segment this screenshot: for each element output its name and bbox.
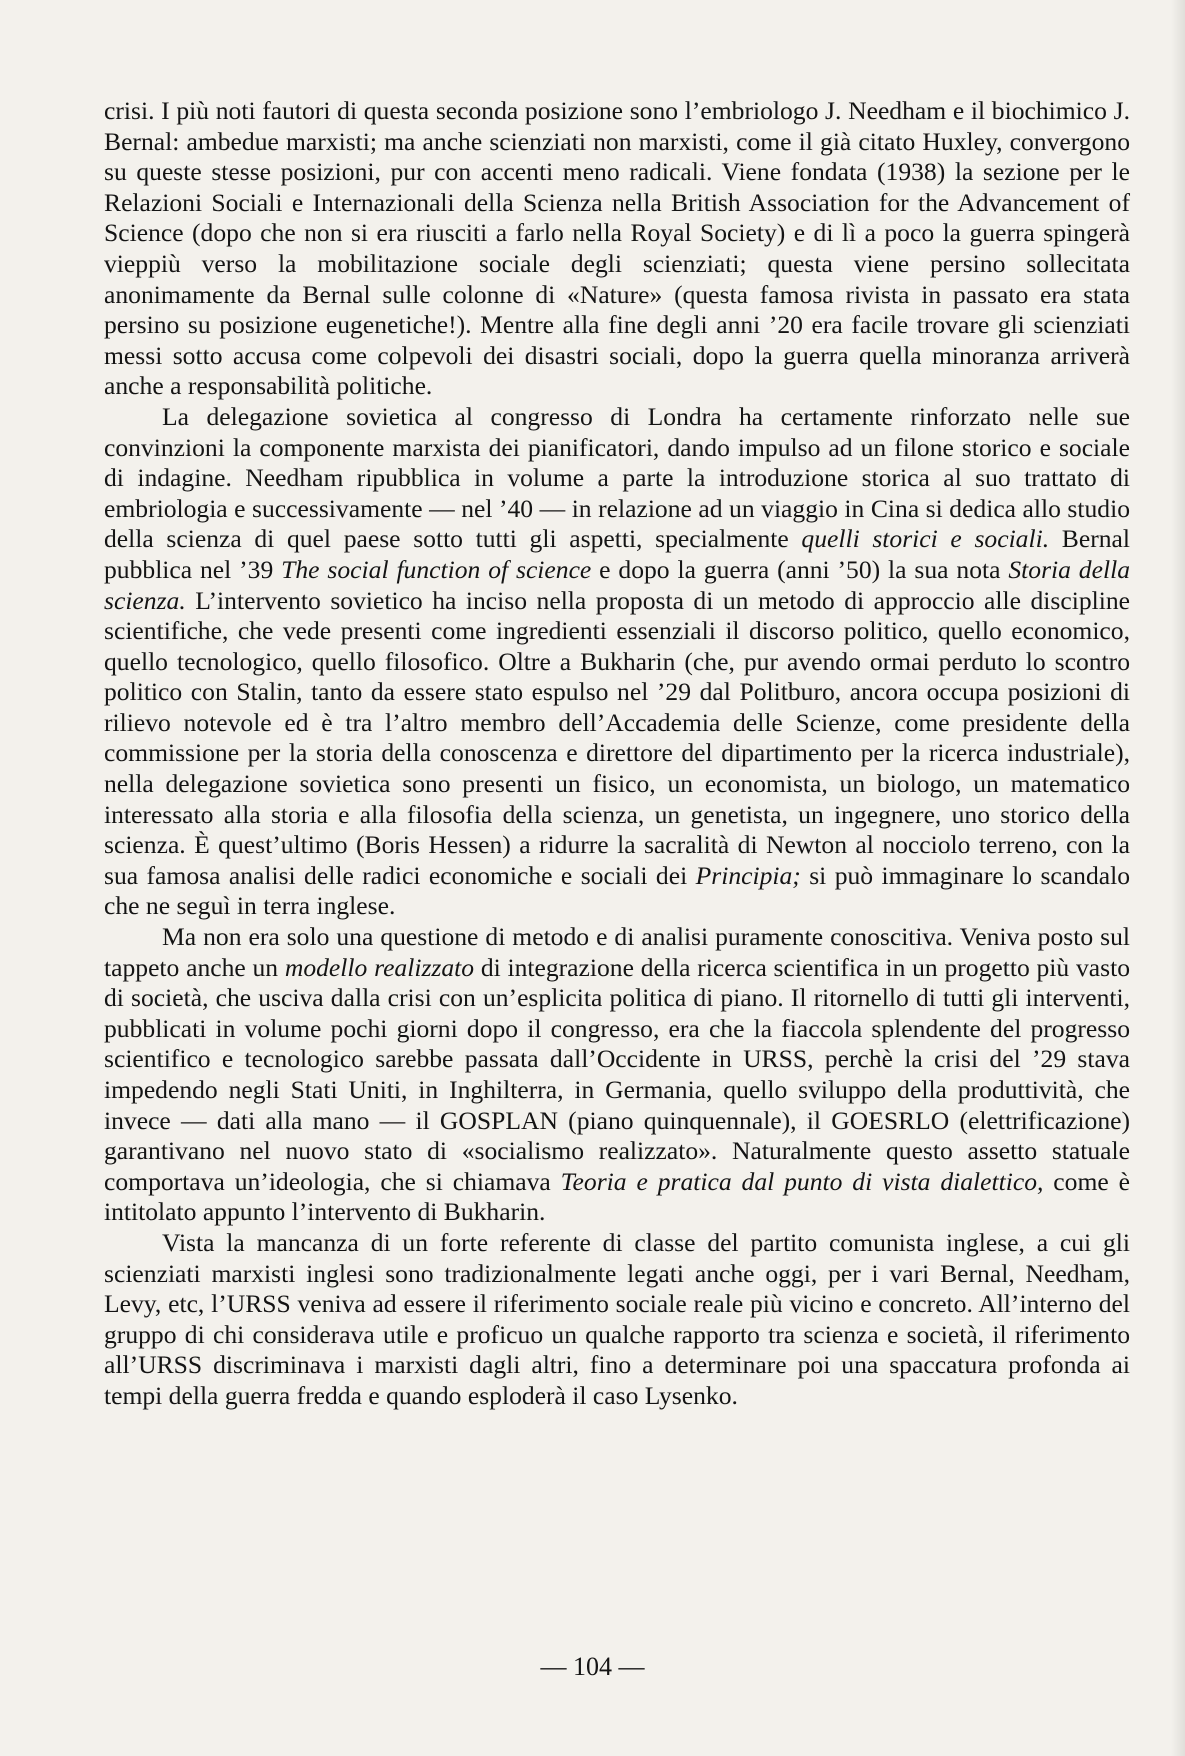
text-run: L’intervento sovietico ha inciso nella proposta di un metodo di approccio alle discipline scientifiche, che vede presenti come ingredienti essenziali il discorso politico, quello economico, quello tecnologico, quello filosofico. Oltre a Bukharin (che, pur avendo ormai perduto lo scontro politico con Stalin, tanto da essere stato espulso nel ’29 dal Politburo, ancora occupa posizioni di rilievo notevole ed è tra l’altro membro dell’Accademia delle Scienze, come presidente della commissione per la storia della conoscenza e direttore del dipartimento per la ricerca industriale), nella delegazione sovietica sono presenti un fisico, un economista, un biologo, un matematico interessato alla storia e alla filosofia della scienza, un genetista, un ingegnere, uno storico della scienza. È quest’ultimo (Boris Hessen) a ridurre la sacralità di Newton al nocciolo terreno, con la sua famosa analisi delle radici economiche e sociali dei — [104, 585, 1130, 890]
text-run: La delegazione sovietica al congresso di Londra ha certamente rinforzato nelle sue convinzioni la componente marxista dei pianificatori, dando impulso ad un filone storico e sociale di indagine. Needham ripubblica in volume a parte la introduzione storica al suo trattato di embriologia e successivamente — nel ’40 — in relazione ad un viaggio in Cina si dedica allo studio della scienza di quel paese sotto tutti gli aspetti, specialmente — [104, 401, 1130, 554]
italic-text-run: Storia della scienza. — [104, 554, 1130, 615]
paragraph-3 — [104, 922, 1130, 1228]
italic-text-run: quelli storici e sociali. — [801, 524, 1050, 554]
text-run: Ma non era solo una questione di metodo e di analisi puramente conoscitiva. Veniva posto sul tappeto anche un — [104, 922, 1130, 982]
page-edge-shadow — [1171, 0, 1185, 1756]
page-number: — 104 — — [540, 1652, 645, 1681]
text-run: di integrazione della ricerca scientifica in un progetto più vasto di società, che usciva dalla crisi con un’esplicita politica di piano. Il ritornello di tutti gli interventi, pubblicati in volume pochi giorni dopo il congresso, era che la fiaccola splendente del progresso scientifico e tecnologico sarebbe passata dall’Occidente in URSS, perchè la crisi del ’29 stava impedendo negli Stati Uniti, in Inghilterra, in Germania, quello sviluppo della produttività, che invece — dati alla mano — il GOSPLAN (piano quinquennale), il GOESRLO (elettrificazione) garantivano nel nuovo stato di «socialismo realizzato». Naturalmente questo assetto statuale comportava un’ideologia, che si chiamava — [104, 952, 1130, 1196]
text-run: Bernal pubblica nel ’39 — [104, 524, 1130, 584]
text-run: Vista la mancanza di un forte referente di classe del partito comunista inglese, a cui gli scienziati marxisti inglesi sono tradizionalmente legati anche oggi, per i vari Bernal, Needham, Levy, etc, l’URSS veniva ad essere il riferimento sociale reale più vicino e concreto. All’interno del gruppo di chi considerava utile e proficuo un qualche rapporto tra scienza e società, il riferimento all’URSS discriminava i marxisti dagli altri, fino a determinare poi una spaccatura profonda ai tempi della guerra fredda e quando esploderà il caso Lysenko. — [104, 1227, 1130, 1410]
text-run: come è intitolato appunto l’intervento di Bukharin. — [104, 1166, 1130, 1227]
italic-text-run: modello realizzato — [284, 952, 475, 982]
italic-text-run: Principia; — [695, 860, 801, 890]
paragraph-2 — [104, 402, 1130, 922]
text-run: crisi. I più noti fautori di questa seconda posizione sono l’embriologo J. Needham e il biochimico J. Bernal: ambedue marxisti; ma anche scienziati non marxisti, come il già citato Huxley, convergono su queste stesse posizioni, pur con accenti meno radicali. Viene fondata (1938) la sezione per le Relazioni Sociali e Internazionali della Scienza nella British Association for the Advancement of Science (dopo che non si era riusciti a farlo nella Royal Society) e di lì a poco la guerra spingerà vieppiù verso la mobilitazione sociale degli scienziati; questa viene persino sollecitata anonimamente da Bernal sulle colonne di «Nature» (questa famosa rivista in passato era stata persino su posizione eugenetiche!). Mentre alla fine degli anni ’20 era facile trovare gli scienziati messi sotto accusa come colpevoli dei disastri sociali, dopo la guerra quella minoranza arriverà anche a responsabilità politiche. — [104, 96, 1130, 401]
italic-text-run: The social function of science — [281, 554, 592, 584]
body-text — [104, 96, 1130, 1412]
text-run: si può immaginare lo scandalo che ne seguì in terra inglese. — [104, 860, 1131, 921]
text-run: e dopo la guerra (anni ’50) la sua nota — [591, 554, 1009, 584]
italic-text-run: Teoria e pratica dal punto di vista dialettico, — [560, 1166, 1044, 1196]
paragraph-1 — [104, 96, 1130, 402]
paragraph-4 — [104, 1228, 1130, 1412]
